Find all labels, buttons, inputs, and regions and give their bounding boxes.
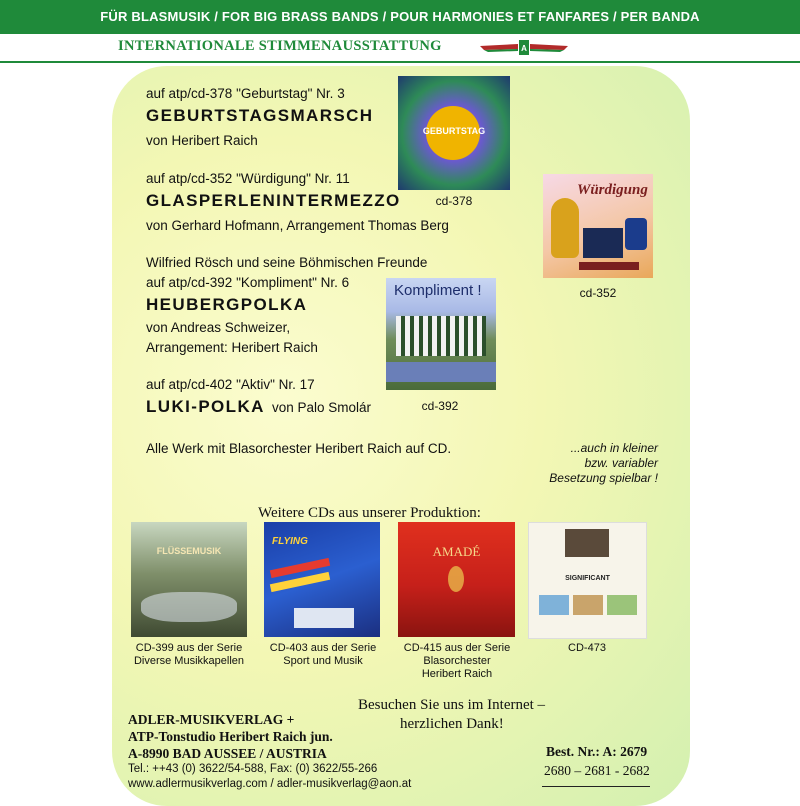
order-additional: 2680 – 2681 - 2682: [544, 763, 650, 778]
work-intro: Wilfried Rösch und seine Böhmischen Freunde: [146, 255, 428, 270]
work-ref: auf atp/cd-352 "Würdigung" Nr. 11: [146, 171, 350, 186]
cover-text: AMADÉ: [432, 544, 481, 559]
cd-caption: cd-392: [421, 399, 459, 413]
cd-caption: [252, 642, 394, 668]
work-composer: von Gerhard Hofmann, Arrangement Thomas Berg: [146, 218, 449, 233]
note-line: bzw. variabler: [584, 456, 658, 470]
cd-caption: [386, 642, 528, 681]
publisher-address: A-8990 BAD AUSSEE / AUSTRIA: [128, 746, 327, 761]
order-number: Best. Nr.: A: 2679: [546, 744, 648, 759]
cd-caption: cd-378: [435, 194, 473, 208]
header-banner: FÜR BLASMUSIK / FOR BIG BRASS BANDS / POUR HARMONIES ET FANFARES / PER BANDA: [0, 0, 800, 34]
publisher-web: www.adlermusikverlag.com / adler-musikverlag@aon.at: [128, 778, 412, 790]
cd-399-cover: [131, 522, 247, 637]
visit-line: Besuchen Sie uns im Internet –: [358, 697, 546, 713]
work-ref: auf atp/cd-378 "Geburtstag" Nr. 3: [146, 86, 345, 101]
caption-line: CD-399 aus der Serie: [135, 642, 243, 654]
cover-text: FLÜSSEMUSIK: [156, 546, 222, 556]
caption-line: Sport und Musik: [283, 655, 363, 667]
cd-352-cover: [543, 174, 653, 278]
work-composer: von Palo Smolár: [272, 400, 372, 415]
cd-473-cover: [528, 522, 647, 639]
cover-text: Kompliment !: [394, 282, 482, 299]
cd-392-cover: [386, 278, 496, 390]
work-title: LUKI-POLKA: [146, 397, 265, 416]
work-composer: von Heribert Raich: [146, 133, 258, 148]
caption-line: CD-473: [568, 642, 606, 654]
work-title: HEUBERGPOLKA: [146, 295, 308, 314]
publisher-studio: ATP-Tonstudio Heribert Raich jun.: [128, 729, 333, 744]
cd-415-cover: [398, 522, 515, 637]
cd-403-cover: [264, 522, 380, 637]
cover-text: FLYING: [272, 536, 308, 547]
caption-line: Heribert Raich: [421, 668, 493, 680]
note-line: Besetzung spielbar !: [549, 471, 658, 485]
cd-caption: cd-352: [579, 286, 617, 300]
cd-caption: [516, 642, 658, 655]
caption-line: Diverse Musikkapellen: [133, 655, 245, 667]
svg-text:A: A: [521, 44, 527, 53]
cover-text: GEBURTSTAG: [422, 126, 486, 136]
work-ref: auf atp/cd-392 "Kompliment" Nr. 6: [146, 275, 350, 290]
publisher-phone: Tel.: ++43 (0) 3622/54-588, Fax: (0) 3622/55-266: [128, 763, 378, 775]
adler-logo: [478, 38, 570, 58]
note-line: ...auch in kleiner: [570, 441, 658, 455]
order-underline: [542, 786, 650, 787]
header-subtitle: INTERNATIONALE STIMMENAUSSTATTUNG: [118, 38, 442, 54]
caption-line: CD-403 aus der Serie: [269, 642, 377, 654]
caption-line: Blasorchester: [423, 655, 491, 667]
work-title: GLASPERLENINTERMEZZO: [146, 191, 401, 210]
cd-378-cover: [398, 76, 510, 190]
work-arranger: Arrangement: Heribert Raich: [146, 340, 318, 355]
header-rule: [0, 61, 800, 63]
note-small-ensemble: [549, 441, 658, 486]
publisher-name: ADLER-MUSIKVERLAG +: [128, 712, 295, 727]
work-title: GEBURTSTAGSMARSCH: [146, 106, 374, 125]
cover-text: SIGNIFICANT: [565, 575, 610, 582]
more-cds-title: Weitere CDs aus unserer Produktion:: [258, 505, 481, 521]
cd-caption: [118, 642, 260, 668]
note-all-works: Alle Werk mit Blasorchester Heribert Raich auf CD.: [146, 441, 452, 456]
cover-text: Würdigung: [577, 182, 648, 198]
visit-line: herzlichen Dank!: [400, 716, 504, 732]
work-ref: auf atp/cd-402 "Aktiv" Nr. 17: [146, 377, 315, 392]
work-composer: von Andreas Schweizer,: [146, 320, 291, 335]
caption-line: CD-415 aus der Serie: [403, 642, 511, 654]
